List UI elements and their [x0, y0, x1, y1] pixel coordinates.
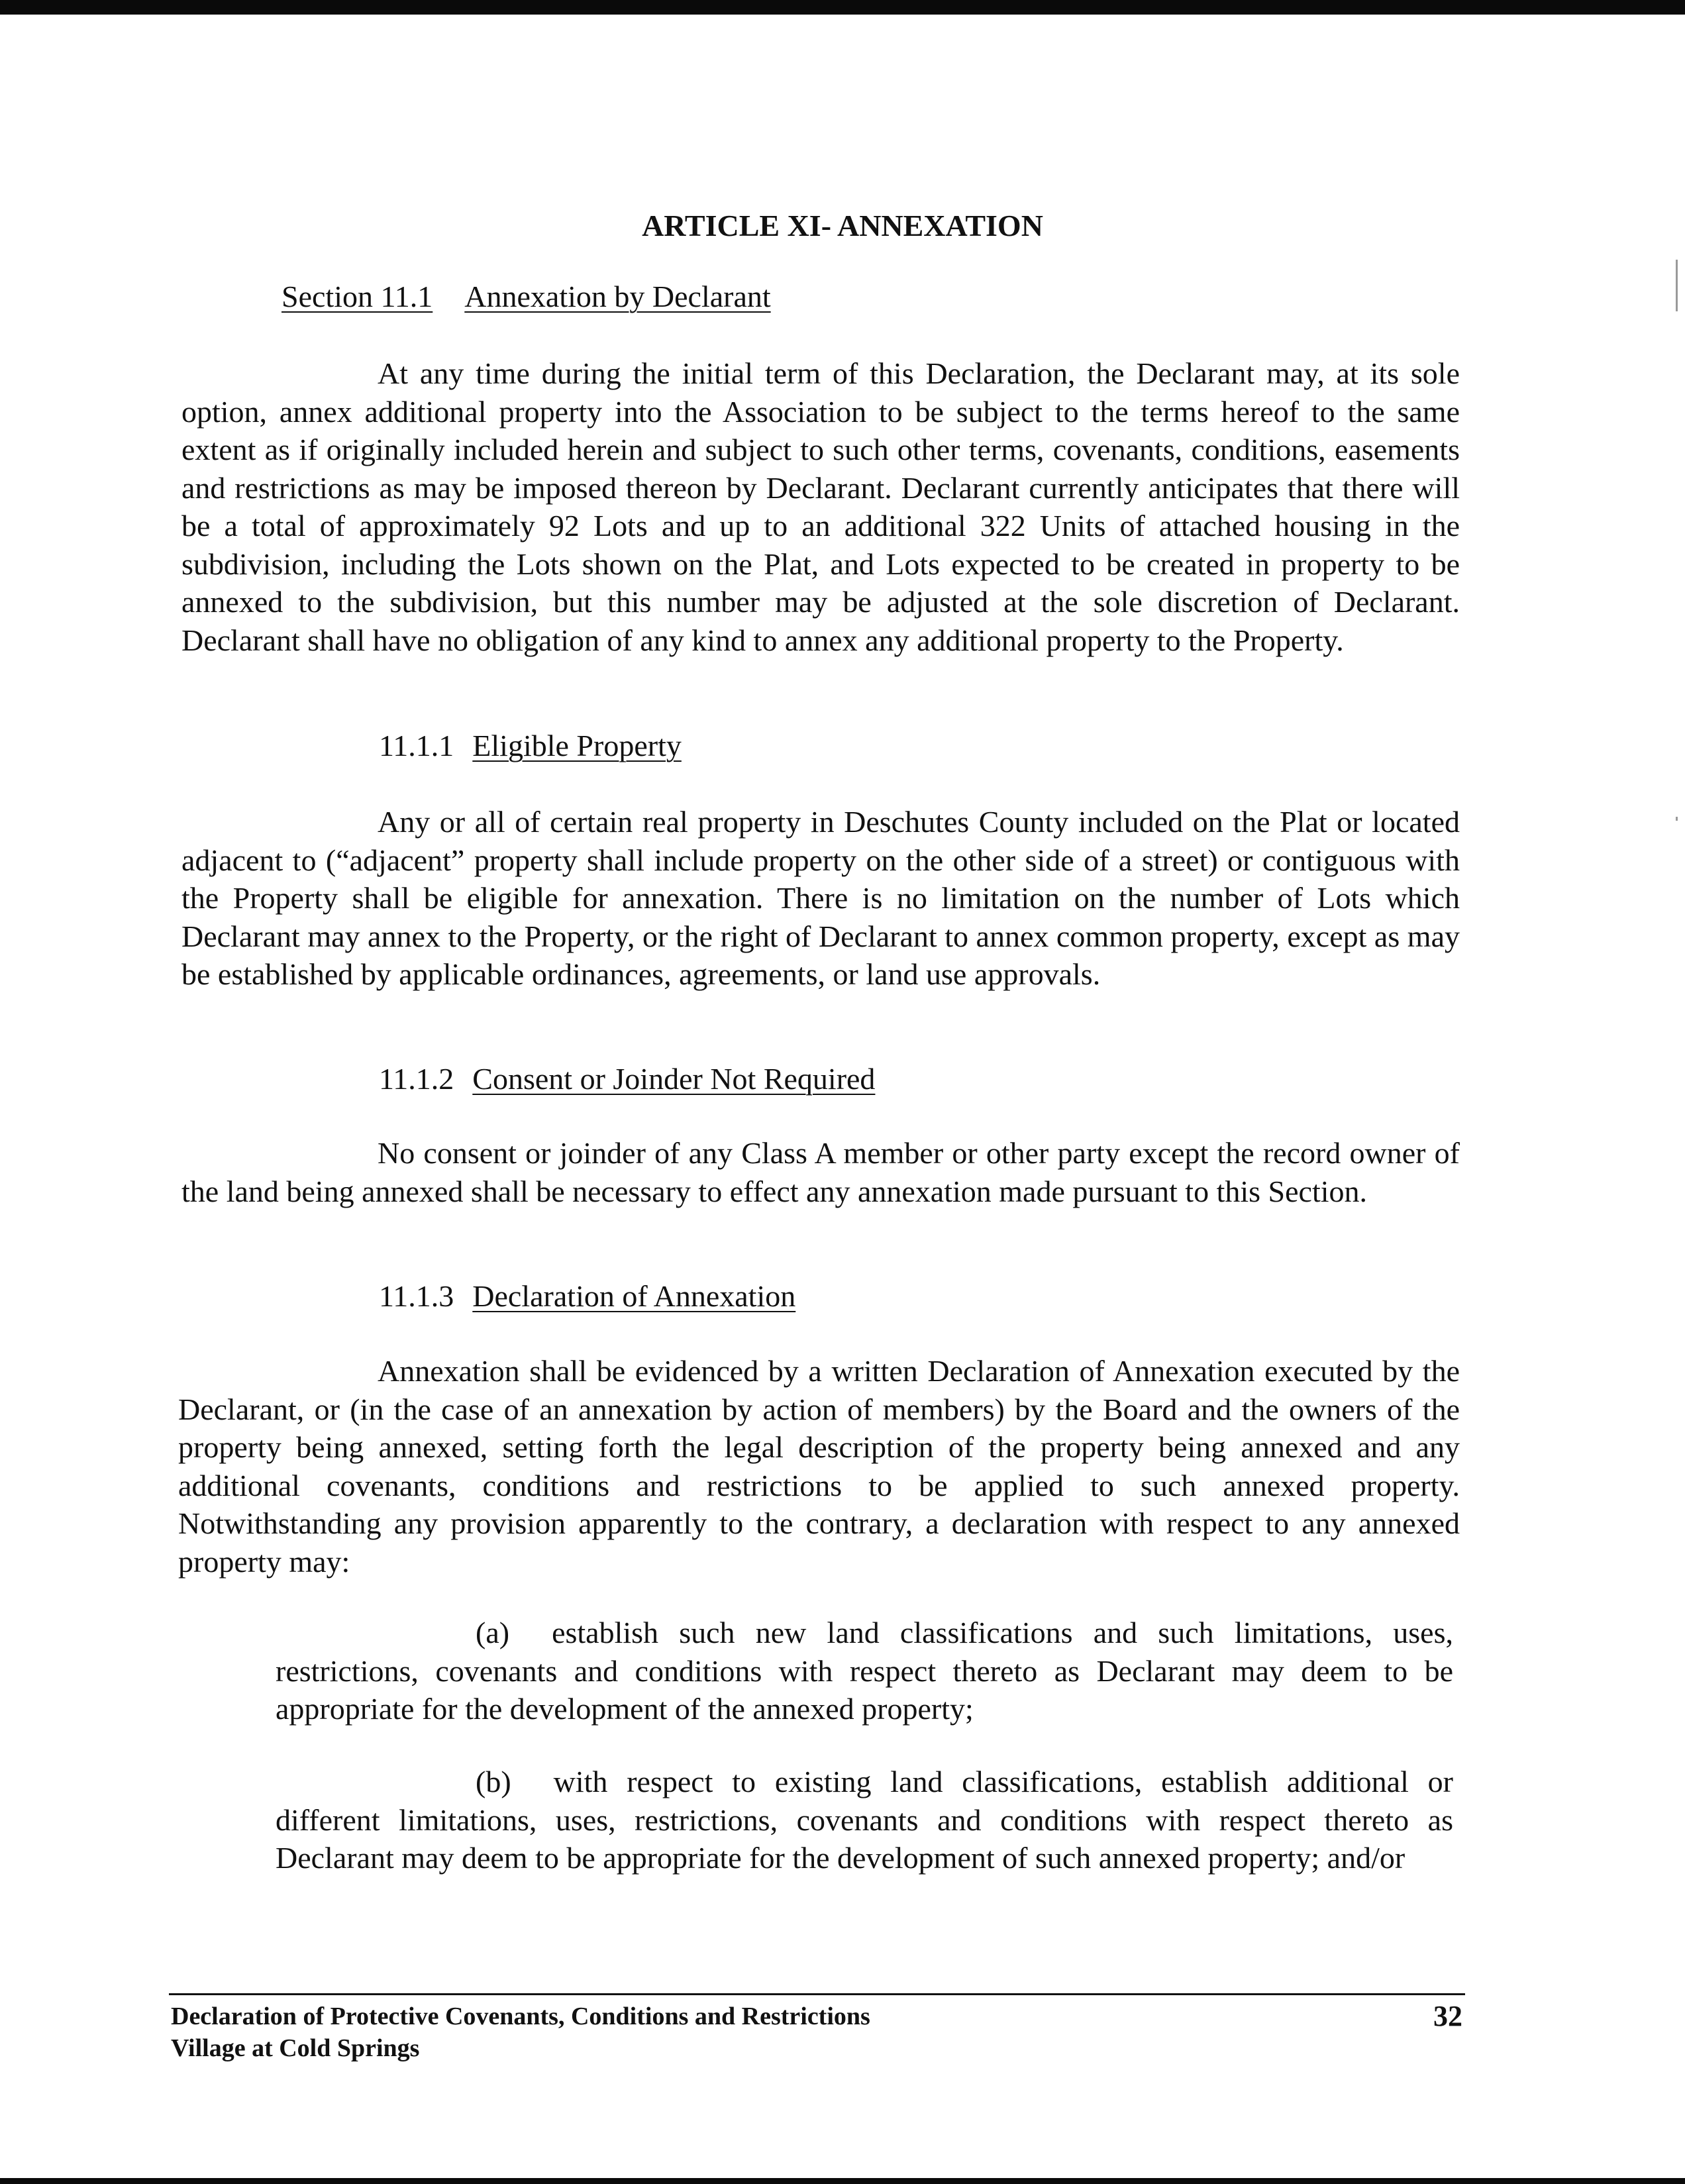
subsection-heading	[379, 1278, 795, 1315]
section-title: Annexation by Declarant	[464, 280, 771, 313]
footer-divider	[169, 1993, 1465, 1995]
subsection-heading	[379, 727, 682, 764]
list-item-text: establish such new land classifications and such limitations, uses, restrictions, covenants and conditions with respect thereto as Declarant may deem to be appropriate for the development of the annexed property;	[276, 1616, 1453, 1726]
paragraph-text: Any or all of certain real property in Deschutes County included on the Plat or located adjacent to (“adjacent” property shall include property on the other side of a street) or contiguous with the Property shall be eligible for annexation. There is no limitation on the number of Lots which Declarant may annex to the Property, or the right of Declarant to annex common property, except as may be established by applicable ordinances, agreements, or land use approvals.	[181, 805, 1460, 991]
subsection-title: Eligible Property	[472, 729, 682, 762]
scan-border-bottom	[0, 2178, 1685, 2184]
paragraph-text: At any time during the initial term of this Declaration, the Declarant may, at its sole option, annex additional property into the Association to be subject to the terms hereof to the same extent as if originally included herein and subject to such other terms, covenants, conditions, easements and restrictions as may be imposed thereon by Declarant. Declarant currently anticipates that there will be a total of approximately 92 Lots and up to an additional 322 Units of attached housing in the subdivision, including the Lots shown on the Plat, and Lots expected to be created in property to be annexed to the subdivision, but this number may be adjusted at the sole discretion of Declarant. Declarant shall have no obligation of any kind to annex any additional property to the Property.	[181, 356, 1460, 657]
article-heading: ARTICLE XI- ANNEXATION	[642, 209, 1043, 242]
footer-document-title: Declaration of Protective Covenants, Conditions and Restrictions	[171, 2002, 870, 2030]
subsection-title: Consent or Joinder Not Required	[472, 1062, 876, 1096]
subsection-title: Declaration of Annexation	[472, 1279, 796, 1313]
section-heading	[281, 278, 771, 315]
list-item	[276, 1763, 1453, 1877]
subsection-heading	[379, 1061, 875, 1098]
subsection-number: 11.1.3	[379, 1279, 454, 1313]
list-item	[276, 1614, 1453, 1728]
footer-project-name: Village at Cold Springs	[171, 2034, 420, 2062]
section-number: Section 11.1	[281, 280, 433, 313]
paragraph	[181, 354, 1460, 659]
list-item-label: (a)	[476, 1616, 510, 1649]
paragraph-text: Annexation shall be evidenced by a written Declaration of Annexation executed by the Declarant, or (in the case of an annexation by action of members) by the Board and the owners of the property being annexed, setting forth the legal description of the property being annexed and any additional covenants, conditions and restrictions to be applied to such annexed property. Notwithstanding any provision apparently to the contrary, a declaration with respect to any annexed property may:	[178, 1354, 1460, 1579]
paragraph-text: No consent or joinder of any Class A member or other party except the record owner of the land being annexed shall be necessary to effect any annexation made pursuant to this Section.	[181, 1136, 1460, 1208]
paragraph	[181, 1134, 1460, 1210]
page-footer	[171, 2001, 1462, 2064]
subsection-number: 11.1.2	[379, 1062, 454, 1096]
list-item-text: with respect to existing land classifications, establish additional or different limitations, uses, restrictions, covenants and conditions with respect thereto as Declarant may deem to be appropriate for the development of such annexed property; and/or	[276, 1765, 1453, 1875]
page-number: 32	[1433, 2000, 1462, 2032]
paragraph	[178, 1352, 1460, 1581]
subsection-number: 11.1.1	[379, 729, 454, 762]
list-item-label: (b)	[476, 1765, 511, 1798]
paragraph	[181, 803, 1460, 994]
